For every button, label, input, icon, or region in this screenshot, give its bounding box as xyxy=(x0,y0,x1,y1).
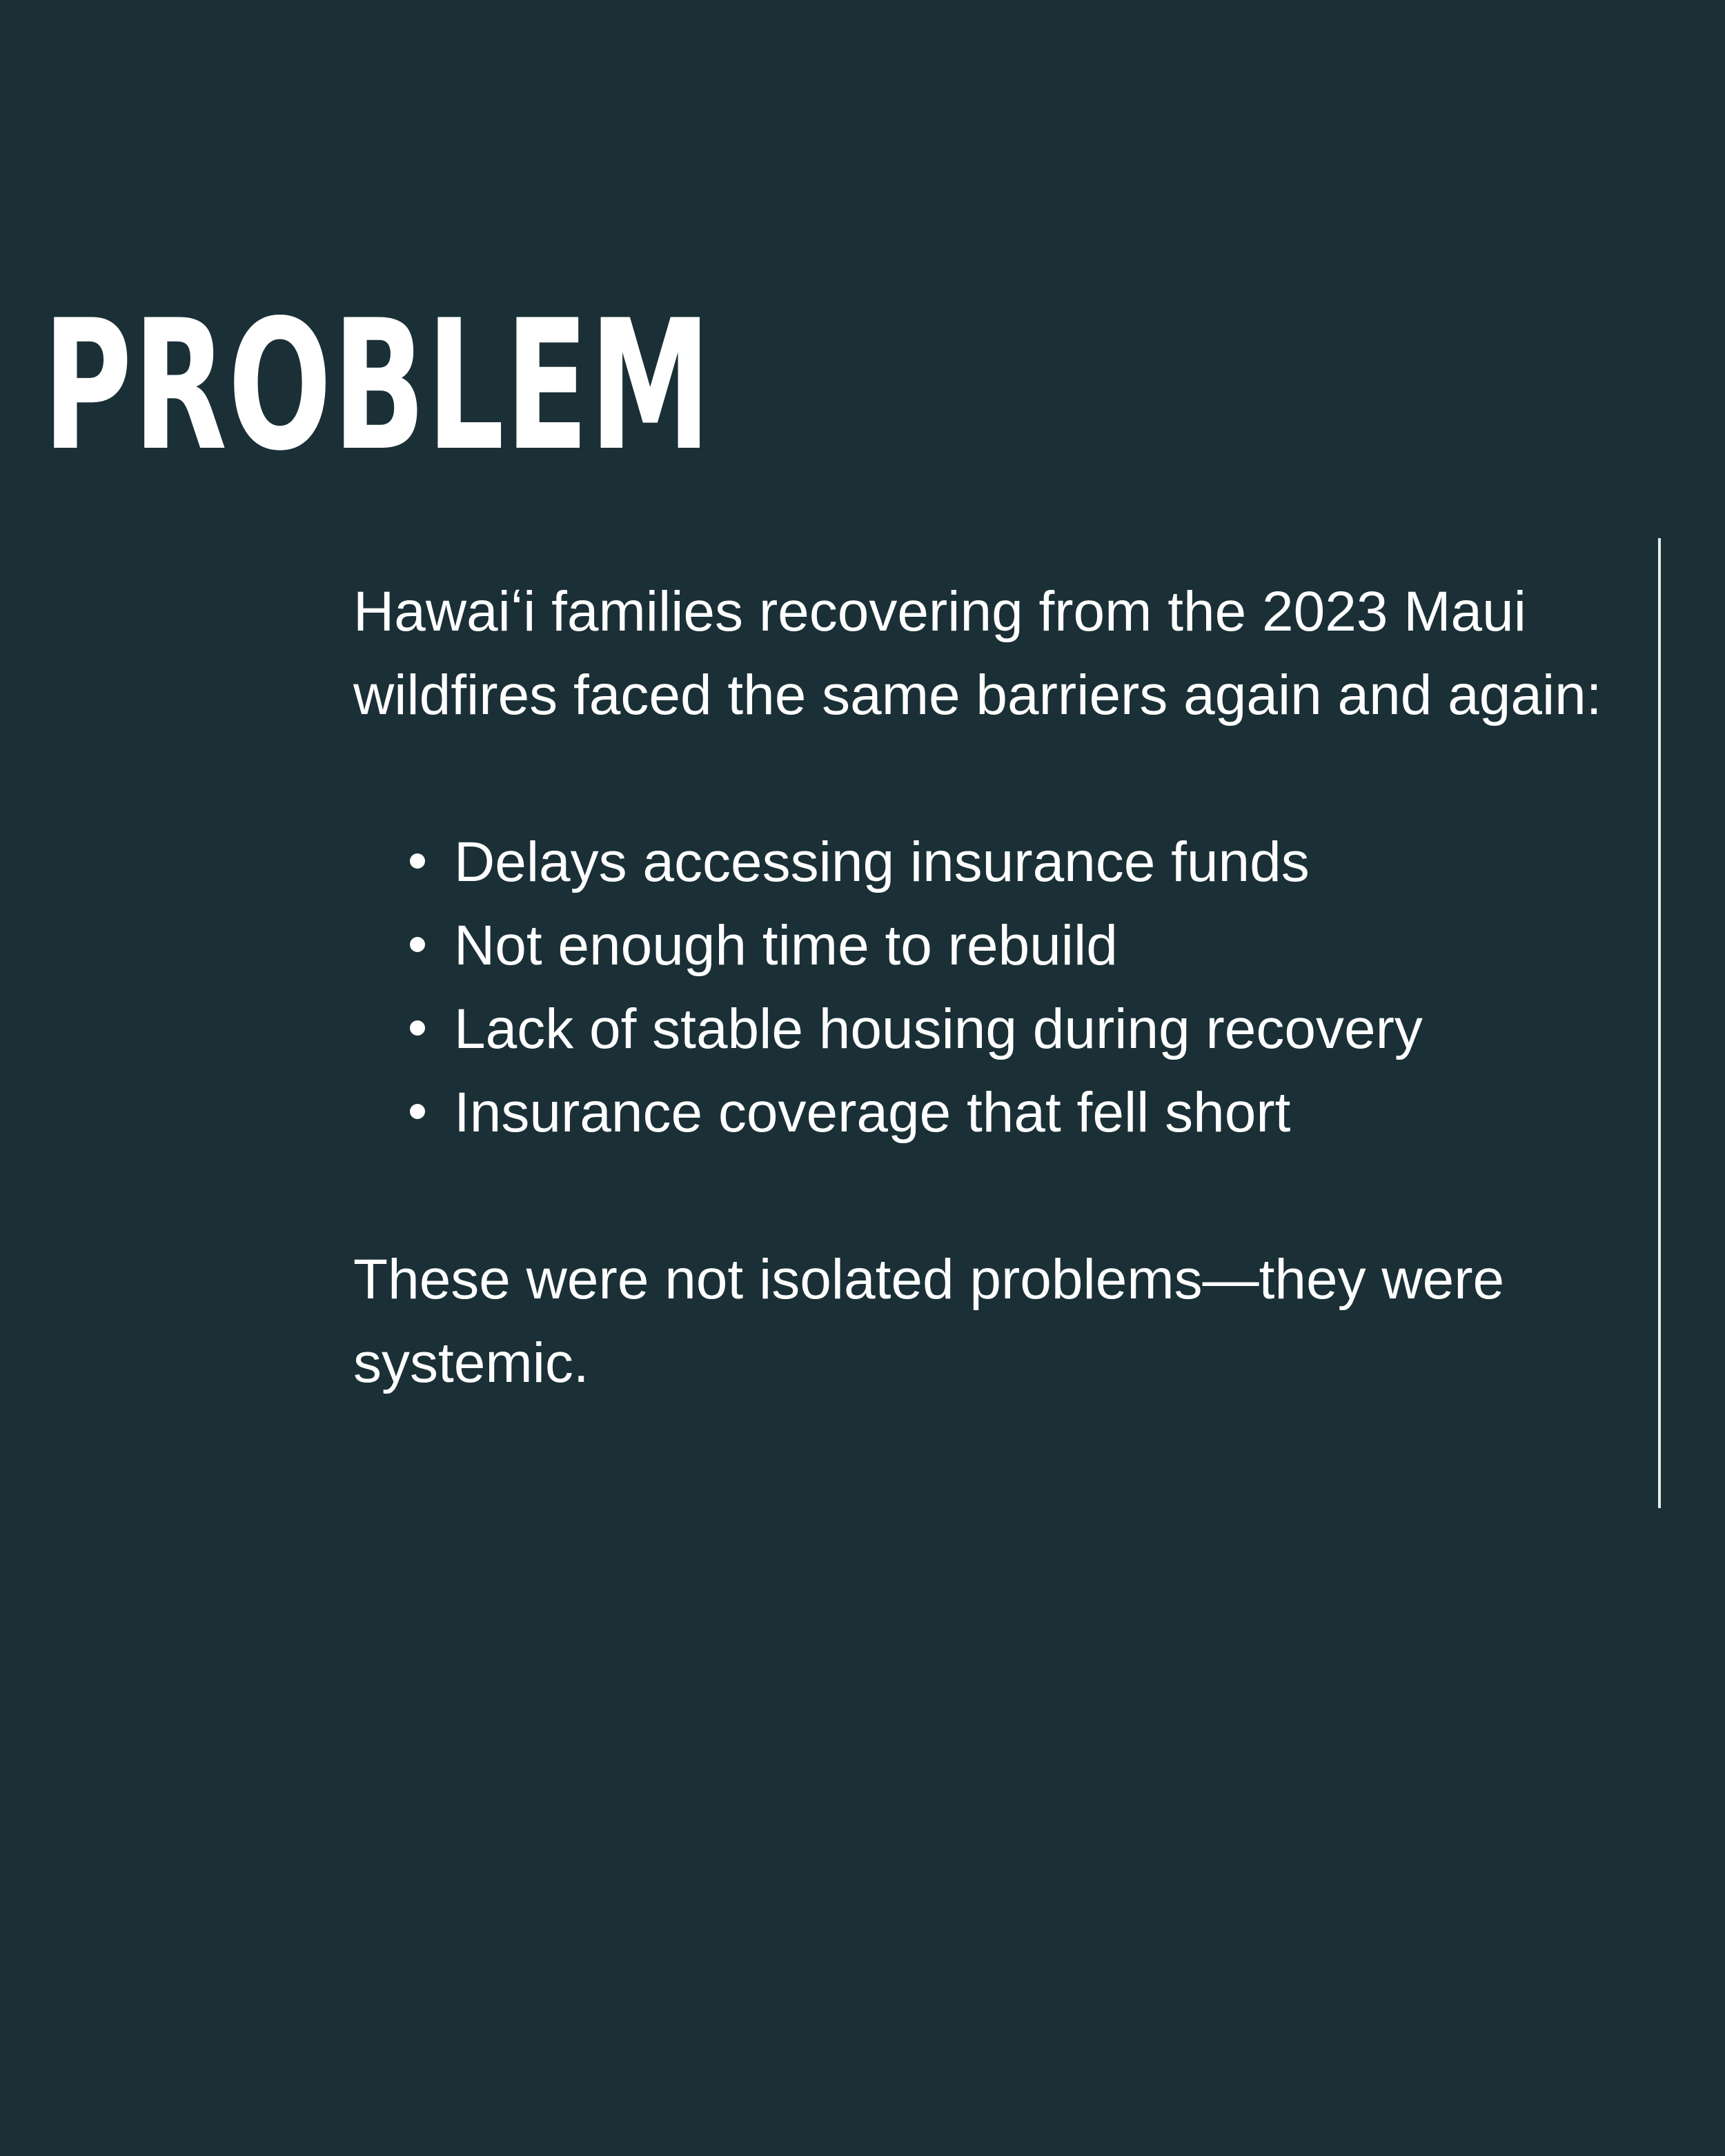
barrier-list xyxy=(353,820,1623,1154)
list-item-text: Insurance coverage that fell short xyxy=(454,1081,1291,1144)
vertical-divider xyxy=(1658,538,1661,1508)
intro-paragraph: Hawaiʻi families recovering from the 2023 Maui wildfires faced the same barriers again and again: xyxy=(353,580,1602,726)
bullet-dot-icon xyxy=(410,1104,425,1119)
conclusion-paragraph: These were not isolated problems—they were systemic. xyxy=(353,1248,1505,1394)
list-item-text: Lack of stable housing during recovery xyxy=(454,998,1423,1060)
list-item xyxy=(454,1071,1623,1154)
page-title: PROBLEM xyxy=(43,282,712,491)
list-item xyxy=(454,987,1623,1071)
bullet-dot-icon xyxy=(410,853,425,869)
list-item-text: Delays accessing insurance funds xyxy=(454,831,1310,893)
list-item xyxy=(454,904,1623,987)
content-block xyxy=(353,570,1623,1405)
list-item-text: Not enough time to rebuild xyxy=(454,914,1118,977)
list-item xyxy=(454,820,1623,904)
bullet-dot-icon xyxy=(410,937,425,952)
bullet-dot-icon xyxy=(410,1020,425,1036)
